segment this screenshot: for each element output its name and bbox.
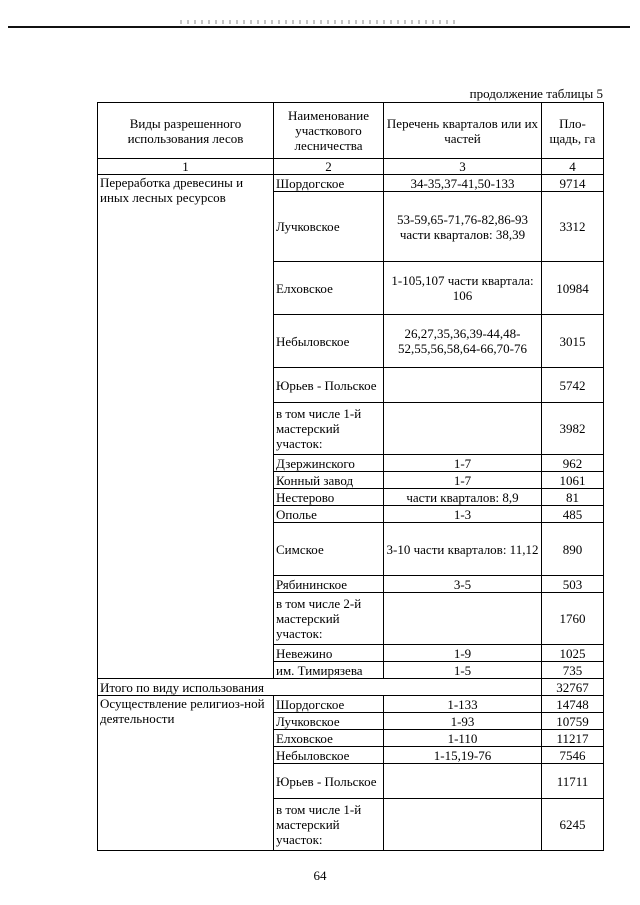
total-label: Итого по виду использования [98, 679, 542, 696]
area-cell: 14748 [542, 696, 604, 713]
forestry-name: Дзержинского [274, 455, 384, 472]
forestry-name: в том числе 1-й мастерский участок: [274, 403, 384, 455]
page-number: 64 [313, 868, 327, 883]
quarters-cell: 1-9 [384, 645, 542, 662]
forestry-name: в том числе 1-й мастерский участок: [274, 799, 384, 851]
area-cell: 735 [542, 662, 604, 679]
area-cell: 7546 [542, 747, 604, 764]
use-type-cell: Осуществление религиоз-ной деятельности [98, 696, 274, 851]
header-area: Пло-щадь, га [542, 103, 604, 159]
quarters-cell: 1-5 [384, 662, 542, 679]
quarters-cell: 1-7 [384, 455, 542, 472]
forestry-name: Симское [274, 523, 384, 576]
area-cell: 5742 [542, 368, 604, 403]
forestry-name: Нестерово [274, 489, 384, 506]
forestry-name: Юрьев - Польское [274, 764, 384, 799]
forestry-name: Лучковское [274, 192, 384, 262]
quarters-cell: 1-133 [384, 696, 542, 713]
area-cell: 1025 [542, 645, 604, 662]
area-cell: 6245 [542, 799, 604, 851]
quarters-cell: 53-59,65-71,76-82,86-93 части кварталов: 38,39 [384, 192, 542, 262]
area-cell: 10984 [542, 262, 604, 315]
area-cell: 3982 [542, 403, 604, 455]
table-row [98, 696, 604, 713]
quarters-cell: 1-3 [384, 506, 542, 523]
area-cell: 1061 [542, 472, 604, 489]
area-cell: 962 [542, 455, 604, 472]
forestry-name: Рябининское [274, 576, 384, 593]
quarters-cell [384, 764, 542, 799]
area-cell: 503 [542, 576, 604, 593]
area-cell: 11711 [542, 764, 604, 799]
header-number: 1 [98, 159, 274, 175]
forestry-name: Небыловское [274, 747, 384, 764]
area-cell: 11217 [542, 730, 604, 747]
area-cell: 10759 [542, 713, 604, 730]
area-cell: 485 [542, 506, 604, 523]
quarters-cell: 3-5 [384, 576, 542, 593]
quarters-cell: 1-110 [384, 730, 542, 747]
forestry-name: Шордогское [274, 175, 384, 192]
quarters-cell: 26,27,35,36,39-44,48-52,55,56,58,64-66,70-76 [384, 315, 542, 368]
header-use-type: Виды разрешенного использования лесов [98, 103, 274, 159]
total-row [98, 679, 604, 696]
forestry-name: Шордогское [274, 696, 384, 713]
header-rule [8, 26, 630, 28]
header-number: 2 [274, 159, 384, 175]
forestry-name: Елховское [274, 262, 384, 315]
area-cell: 1760 [542, 593, 604, 645]
quarters-cell [384, 799, 542, 851]
quarters-cell: 34-35,37-41,50-133 [384, 175, 542, 192]
forestry-name: в том числе 2-й мастерский участок: [274, 593, 384, 645]
quarters-cell [384, 368, 542, 403]
total-value: 32767 [542, 679, 604, 696]
quarters-cell: 1-93 [384, 713, 542, 730]
area-cell: 3015 [542, 315, 604, 368]
quarters-cell: 1-15,19-76 [384, 747, 542, 764]
forest-use-table [97, 102, 604, 851]
table-row [98, 175, 604, 192]
forestry-name: Лучковское [274, 713, 384, 730]
forestry-name: Небыловское [274, 315, 384, 368]
quarters-cell: 1-105,107 части квартала: 106 [384, 262, 542, 315]
header-forestry-name: Наименование участкового лесничества [274, 103, 384, 159]
area-cell: 3312 [542, 192, 604, 262]
header-number: 3 [384, 159, 542, 175]
header-number: 4 [542, 159, 604, 175]
quarters-cell: 1-7 [384, 472, 542, 489]
quarters-cell: части кварталов: 8,9 [384, 489, 542, 506]
header-quarters: Перечень кварталов или их частей [384, 103, 542, 159]
area-cell: 81 [542, 489, 604, 506]
quarters-cell: 3-10 части кварталов: 11,12 [384, 523, 542, 576]
use-type-cell: Переработка древесины и иных лесных ресурсов [98, 175, 274, 679]
forestry-name: Ополье [274, 506, 384, 523]
continuation-label: продолжение таблицы 5 [469, 86, 603, 101]
area-cell: 9714 [542, 175, 604, 192]
quarters-cell [384, 593, 542, 645]
quarters-cell [384, 403, 542, 455]
forestry-name: Конный завод [274, 472, 384, 489]
scan-artifact [180, 20, 460, 24]
header-numbers-row [98, 159, 604, 175]
forestry-name: Невежино [274, 645, 384, 662]
forestry-name: им. Тимирязева [274, 662, 384, 679]
forestry-name: Юрьев - Польское [274, 368, 384, 403]
table-header-row [98, 103, 604, 159]
forestry-name: Елховское [274, 730, 384, 747]
area-cell: 890 [542, 523, 604, 576]
